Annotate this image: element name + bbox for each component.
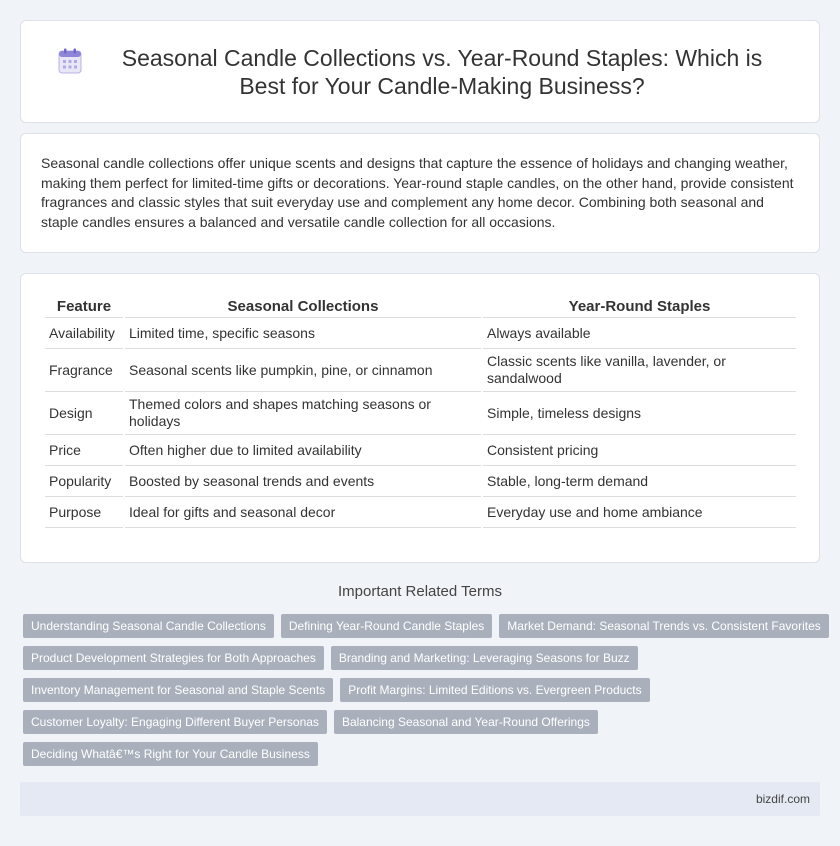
- cell-seasonal: Themed colors and shapes matching seasons or holidays: [125, 392, 481, 435]
- related-term-tag[interactable]: Defining Year-Round Candle Staples: [281, 614, 492, 638]
- footer: [20, 782, 820, 816]
- cell-feature: Purpose: [45, 497, 123, 528]
- table-header-row: [45, 296, 796, 318]
- cell-seasonal: Boosted by seasonal trends and events: [125, 466, 481, 497]
- comparison-card: [20, 273, 820, 563]
- table-row: [45, 349, 796, 392]
- related-term-tag[interactable]: Inventory Management for Seasonal and Staple Scents: [23, 678, 333, 702]
- cell-staples: Consistent pricing: [483, 435, 796, 466]
- table-row: [45, 497, 796, 528]
- header-card: [20, 20, 820, 123]
- related-term-tag[interactable]: Product Development Strategies for Both Approaches: [23, 646, 324, 670]
- related-term-tag[interactable]: Deciding Whatâ€™s Right for Your Candle Business: [23, 742, 318, 766]
- cell-feature: Price: [45, 435, 123, 466]
- table-row: [45, 392, 796, 435]
- cell-feature: Design: [45, 392, 123, 435]
- cell-feature: Fragrance: [45, 349, 123, 392]
- related-term-tag[interactable]: Branding and Marketing: Leveraging Seasons for Buzz: [331, 646, 638, 670]
- related-term-tag[interactable]: Understanding Seasonal Candle Collections: [23, 614, 274, 638]
- table-row: [45, 318, 796, 349]
- table-row: [45, 435, 796, 466]
- cell-seasonal: Often higher due to limited availability: [125, 435, 481, 466]
- related-term-tag[interactable]: Profit Margins: Limited Editions vs. Evergreen Products: [340, 678, 649, 702]
- header-staples: Year-Round Staples: [483, 296, 796, 318]
- footer-site-link[interactable]: bizdif.com: [755, 792, 810, 806]
- comparison-table: [43, 296, 798, 528]
- page-title: Seasonal Candle Collections vs. Year-Round Staples: Which is Best for Your Candle-Making Business?: [121, 44, 763, 99]
- cell-staples: Everyday use and home ambiance: [483, 497, 796, 528]
- header-seasonal: Seasonal Collections: [125, 296, 481, 318]
- related-term-tag[interactable]: Market Demand: Seasonal Trends vs. Consistent Favorites: [499, 614, 828, 638]
- cell-seasonal: Ideal for gifts and seasonal decor: [125, 497, 481, 528]
- intro-paragraph: Seasonal candle collections offer unique scents and designs that capture the essence of holidays and changing weather, making them perfect for limited-time gifts or decorations. Year-round staple candles, on the other hand, provide consistent fragrances and classic styles that suit everyday use and complement any home decor. Combining both seasonal and staple candles ensures a balanced and versatile candle collection for all occasions.: [41, 155, 794, 230]
- cell-seasonal: Limited time, specific seasons: [125, 318, 481, 349]
- related-term-tag[interactable]: Customer Loyalty: Engaging Different Buyer Personas: [23, 710, 327, 734]
- related-terms-title: Important Related Terms: [338, 583, 502, 600]
- cell-seasonal: Seasonal scents like pumpkin, pine, or cinnamon: [125, 349, 481, 392]
- cell-staples: Classic scents like vanilla, lavender, or sandalwood: [483, 349, 796, 392]
- cell-staples: Stable, long-term demand: [483, 466, 796, 497]
- table-row: [45, 466, 796, 497]
- calendar-icon: [58, 48, 82, 74]
- cell-staples: Always available: [483, 318, 796, 349]
- header-feature: Feature: [45, 296, 123, 318]
- cell-feature: Availability: [45, 318, 123, 349]
- related-term-tag[interactable]: Balancing Seasonal and Year-Round Offerings: [334, 710, 598, 734]
- related-terms-list: [23, 614, 823, 774]
- cell-staples: Simple, timeless designs: [483, 392, 796, 435]
- intro-card: [20, 133, 820, 253]
- cell-feature: Popularity: [45, 466, 123, 497]
